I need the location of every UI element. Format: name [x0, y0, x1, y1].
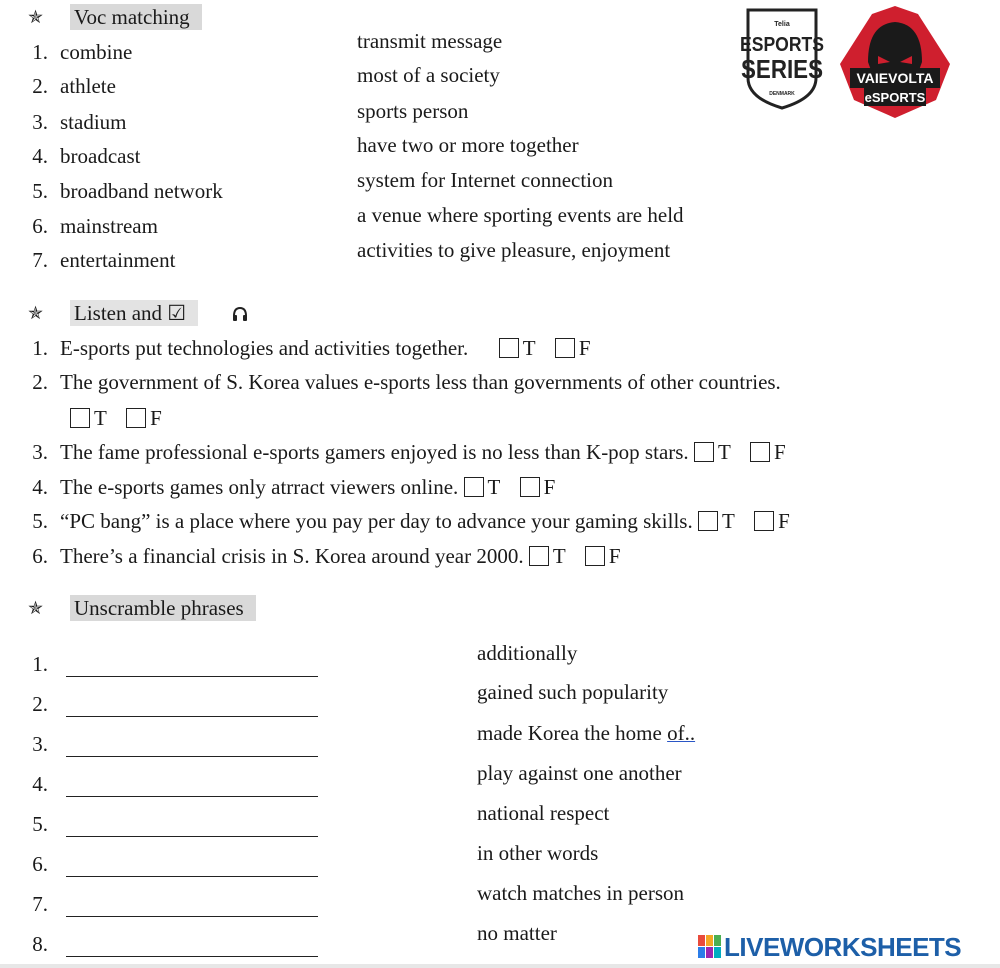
true-label: T — [522, 336, 536, 360]
statement-tf-row — [70, 406, 176, 431]
vocab-term[interactable]: broadcast — [60, 144, 141, 168]
vocab-definition[interactable]: sports person — [357, 99, 469, 123]
vocab-definition[interactable]: a venue where sporting events are held — [357, 203, 684, 227]
vocab-term[interactable]: broadband network — [60, 179, 223, 203]
statement-text: The government of S. Korea values e-sports less than governments of other countries. — [60, 370, 781, 394]
true-label: T — [721, 509, 735, 533]
false-label: F — [150, 406, 162, 430]
answer-blank[interactable] — [66, 716, 318, 717]
vocab-term-number: 7. — [32, 248, 48, 272]
true-label: T — [94, 406, 107, 430]
true-label: T — [487, 475, 501, 499]
false-checkbox[interactable] — [520, 477, 540, 497]
phrase-option-row[interactable] — [477, 721, 695, 746]
phrase-option[interactable]: in other words — [477, 841, 599, 865]
vocab-term-number: 3. — [32, 110, 48, 134]
statement-row — [60, 440, 800, 465]
true-checkbox[interactable] — [499, 338, 519, 358]
vocab-term[interactable]: entertainment — [60, 248, 176, 272]
section-title-listen: Listen and ☑ — [70, 300, 198, 326]
true-label: T — [552, 544, 566, 568]
false-checkbox[interactable] — [126, 408, 146, 428]
vocab-definition[interactable]: system for Internet connection — [357, 168, 613, 192]
vaievolta-esports-logo — [832, 4, 958, 120]
statement-text: The e-sports games only atrract viewers online. — [60, 475, 459, 499]
statement-text: “PC bang” is a place where you pay per day to advance your gaming skills. — [60, 509, 693, 533]
true-checkbox[interactable] — [70, 408, 90, 428]
logo-small-top-text: Telia — [774, 21, 790, 28]
answer-number: 6. — [32, 852, 48, 876]
logo-series-text: SERIES — [741, 54, 823, 84]
phrase-option: made Korea the home — [477, 721, 662, 745]
false-label: F — [778, 509, 790, 533]
star-bullet-listen: ✯ — [28, 303, 44, 323]
liveworksheets-logo-icon — [698, 935, 722, 959]
answer-blank[interactable] — [66, 876, 318, 877]
vocab-term-number: 6. — [32, 214, 48, 238]
answer-number: 2. — [32, 692, 48, 716]
vocab-term[interactable]: stadium — [60, 110, 127, 134]
phrase-option[interactable]: watch matches in person — [477, 881, 685, 905]
answer-blank[interactable] — [66, 796, 318, 797]
logo-vaievolta-text: VAIEVOLTA — [856, 70, 934, 86]
liveworksheets-brand[interactable]: LIVEWORKSHEETS — [724, 932, 962, 962]
phrase-option[interactable]: gained such popularity — [477, 680, 669, 704]
phrase-option[interactable]: additionally — [477, 641, 578, 665]
vocab-term[interactable]: combine — [60, 40, 133, 64]
logo-esports-subtext: eSPORTS — [864, 90, 926, 105]
vocab-term-number: 5. — [32, 179, 48, 203]
section-title-unscramble: Unscramble phrases — [70, 595, 256, 621]
true-checkbox[interactable] — [529, 546, 549, 566]
answer-number: 1. — [32, 652, 48, 676]
statement-row — [60, 475, 569, 500]
false-checkbox[interactable] — [754, 511, 774, 531]
answer-blank[interactable] — [66, 676, 318, 677]
statement-number: 1. — [32, 336, 48, 360]
false-checkbox[interactable] — [750, 442, 770, 462]
answer-number: 4. — [32, 772, 48, 796]
vocab-definition[interactable]: most of a society — [357, 63, 500, 87]
answer-number: 7. — [32, 892, 48, 916]
answer-number: 8. — [32, 932, 48, 956]
star-bullet-vocab: ✯ — [28, 7, 44, 27]
answer-number: 3. — [32, 732, 48, 756]
answer-blank[interactable] — [66, 836, 318, 837]
vocab-term-number: 4. — [32, 144, 48, 168]
answer-blank[interactable] — [66, 916, 318, 917]
headphones-icon[interactable] — [232, 306, 248, 322]
true-checkbox[interactable] — [698, 511, 718, 531]
section-title-vocab: Voc matching — [70, 4, 202, 30]
esports-series-logo — [736, 4, 828, 112]
false-label: F — [578, 336, 591, 360]
false-label: F — [774, 440, 786, 464]
phrase-option[interactable]: no matter — [477, 921, 557, 945]
statement-text: The fame professional e-sports gamers enjoyed is no less than K-pop stars. — [60, 440, 689, 464]
statement-row — [60, 336, 605, 361]
vocab-term-number: 2. — [32, 74, 48, 98]
vocab-term[interactable]: athlete — [60, 74, 116, 98]
statement-text: E-sports put technologies and activities together. — [60, 336, 469, 360]
false-label: F — [608, 544, 621, 568]
false-checkbox[interactable] — [555, 338, 575, 358]
logo-small-bottom-text: DENMARK — [769, 91, 795, 97]
statement-number: 6. — [32, 544, 48, 568]
vocab-definition[interactable]: have two or more together — [357, 133, 579, 157]
phrase-option-tail: of.. — [667, 721, 696, 745]
answer-blank[interactable] — [66, 756, 318, 757]
true-checkbox[interactable] — [464, 477, 484, 497]
statement-row — [60, 544, 635, 569]
statement-number: 2. — [32, 370, 48, 394]
statement-number: 3. — [32, 440, 48, 464]
vocab-term[interactable]: mainstream — [60, 214, 158, 238]
false-checkbox[interactable] — [585, 546, 605, 566]
footer-bar — [0, 964, 1000, 968]
phrase-option[interactable]: national respect — [477, 801, 610, 825]
vocab-definition[interactable]: transmit message — [357, 29, 503, 53]
vocab-definition[interactable]: activities to give pleasure, enjoyment — [357, 238, 671, 262]
statement-number: 4. — [32, 475, 48, 499]
answer-blank[interactable] — [66, 956, 318, 957]
answer-number: 5. — [32, 812, 48, 836]
statement-row — [60, 509, 804, 534]
statement-text: There’s a financial crisis in S. Korea around year 2000. — [60, 544, 524, 568]
logo-esports-text: ESPORTS — [740, 34, 824, 56]
phrase-option[interactable]: play against one another — [477, 761, 682, 785]
true-label: T — [717, 440, 731, 464]
vocab-term-number: 1. — [32, 40, 48, 64]
star-bullet-unscramble: ✯ — [28, 598, 44, 618]
false-label: F — [543, 475, 556, 499]
statement-number: 5. — [32, 509, 48, 533]
true-checkbox[interactable] — [694, 442, 714, 462]
